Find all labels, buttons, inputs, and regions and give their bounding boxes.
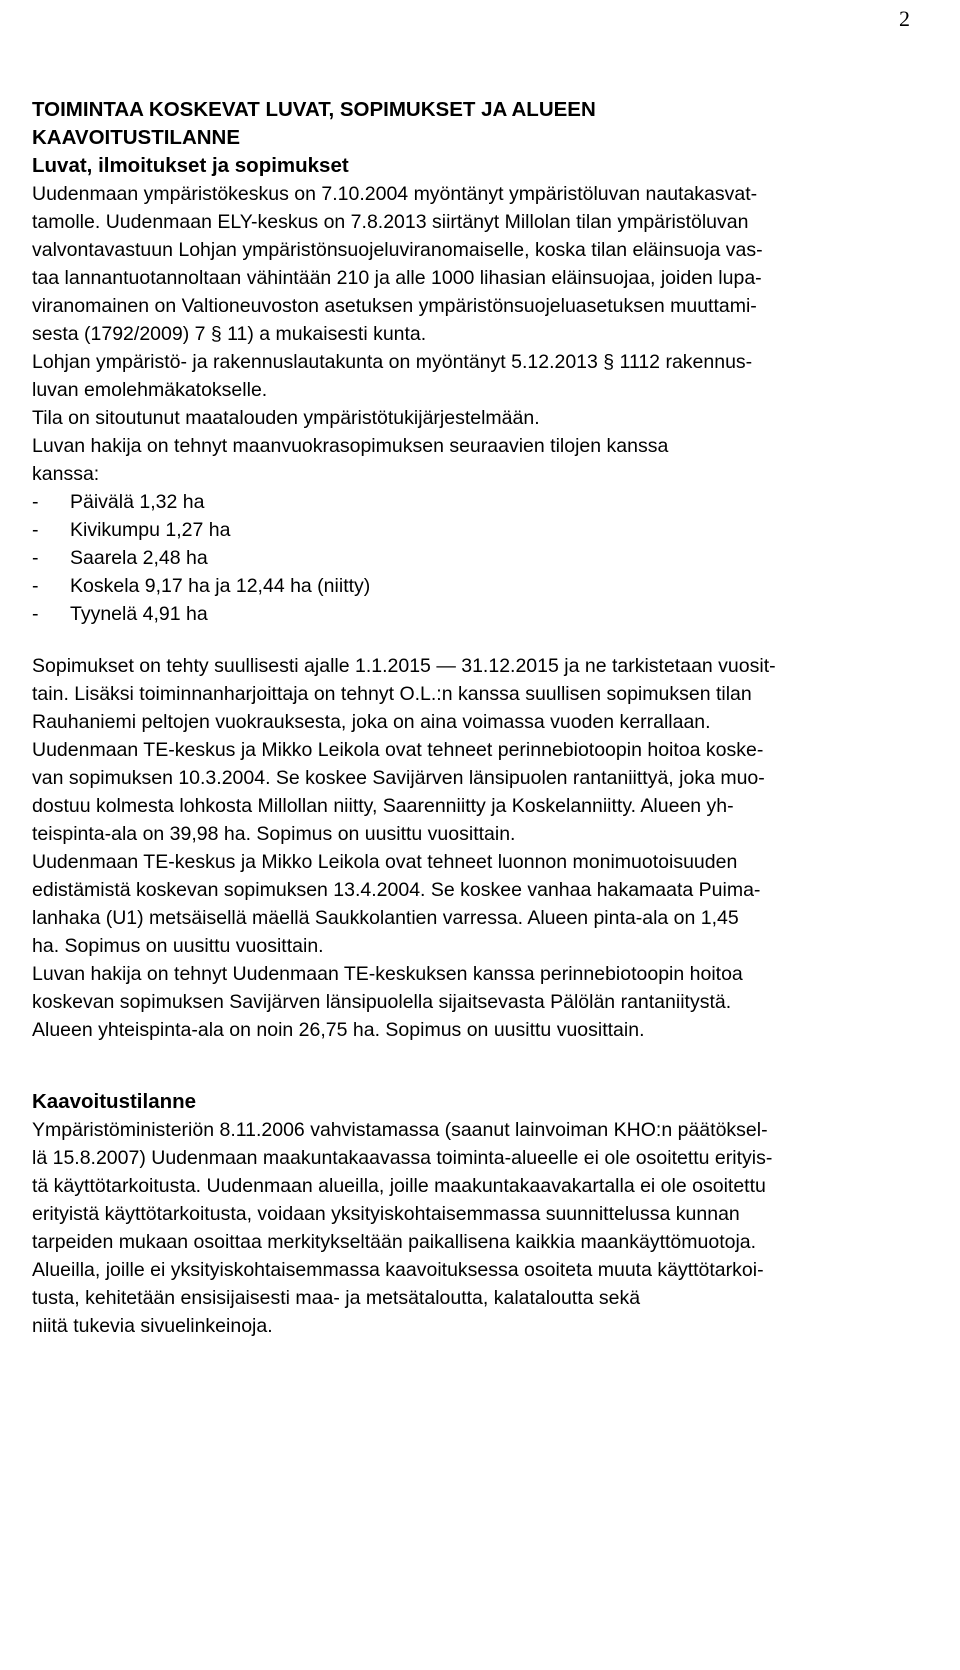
section-heading-permits: Luvat, ilmoitukset ja sopimukset	[32, 154, 349, 177]
text-line: tä käyttötarkoitusta. Uudenmaan alueilla, joille maakuntakaavakartalla ei ole osoitettu	[32, 1175, 766, 1197]
paragraph-biodiversity-agreement	[32, 848, 932, 960]
text-line: luvan emolehmäkatokselle.	[32, 379, 268, 401]
text-line: lä 15.8.2007) Uudenmaan maakuntakaavassa toiminta-alueelle ei ole osoitettu erityis-	[32, 1147, 773, 1169]
main-heading-line: KAAVOITUSTILANNE	[32, 126, 241, 149]
section-heading-zoning: Kaavoitustilanne	[32, 1090, 197, 1113]
lease-list	[32, 488, 932, 628]
text-line: lanhaka (U1) metsäisellä mäellä Saukkolantien varressa. Alueen pinta-ala on 1,45	[32, 907, 739, 929]
text-line: Lohjan ympäristö- ja rakennuslautakunta on myöntänyt 5.12.2013 § 1112 rakennus-	[32, 351, 753, 373]
text-line: taa lannantuotannoltaan vähintään 210 ja alle 1000 lihasian eläinsuojaa, joiden lupa-	[32, 267, 762, 289]
text-line: Rauhaniemi peltojen vuokrauksesta, joka on aina voimassa vuoden kerrallaan.	[32, 711, 711, 733]
paragraph-lease-agreements	[32, 432, 932, 628]
text-line: tarpeiden mukaan osoittaa merkitykseltään paikallisena kaikkia maankäyttömuotoja.	[32, 1231, 757, 1253]
text-line: Alueilla, joille ei yksityiskohtaisemmassa kaavoituksessa osoiteta muuta käyttötarkoi-	[32, 1259, 764, 1281]
text-line: sesta (1792/2009) 7 § 11) a mukaisesti kunta.	[32, 323, 427, 345]
list-dash: -	[32, 575, 39, 597]
text-line: erityistä käyttötarkoitusta, voidaan yksityiskohtaisemmassa suunnittelussa kunnan	[32, 1203, 740, 1225]
list-item	[32, 572, 932, 600]
text-line: koskevan sopimuksen Savijärven länsipuolella sijaitsevasta Pälölän rantaniitystä.	[32, 991, 732, 1013]
paragraph-zoning	[32, 1116, 932, 1340]
text-line: dostuu kolmesta lohkosta Millollan niitty, Saarenniitty ja Koskelanniitty. Alueen yh-	[32, 795, 734, 817]
list-dash: -	[32, 519, 39, 541]
text-line: kanssa:	[32, 463, 100, 485]
text-line: Uudenmaan TE-keskus ja Mikko Leikola ovat tehneet perinnebiotoopin hoitoa koske-	[32, 739, 764, 761]
list-item	[32, 516, 932, 544]
paragraph-biotope-agreement	[32, 736, 932, 848]
list-item-text: Tyynelä 4,91 ha	[70, 603, 208, 625]
list-item	[32, 600, 932, 628]
text-line: teispinta-ala on 39,98 ha. Sopimus on uusittu vuosittain.	[32, 823, 516, 845]
text-line: Sopimukset on tehty suullisesti ajalle 1.1.2015 — 31.12.2015 ja ne tarkistetaan vuosit-	[32, 655, 776, 677]
paragraph-oral-agreements	[32, 652, 932, 736]
list-item-text: Päivälä 1,32 ha	[70, 491, 205, 513]
list-dash: -	[32, 547, 39, 569]
text-line: van sopimuksen 10.3.2004. Se koskee Savijärven länsipuolen rantaniittyä, joka muo-	[32, 767, 765, 789]
text-line: tusta, kehitetään ensisijaisesti maa- ja metsätaloutta, kalataloutta sekä	[32, 1287, 641, 1309]
text-line: Uudenmaan TE-keskus ja Mikko Leikola ovat tehneet luonnon monimuotoisuuden	[32, 851, 738, 873]
text-line: edistämistä koskevan sopimuksen 13.4.2004. Se koskee vanhaa hakamaata Puima-	[32, 879, 761, 901]
list-dash: -	[32, 491, 39, 513]
main-heading-line: TOIMINTAA KOSKEVAT LUVAT, SOPIMUKSET JA ALUEEN	[32, 98, 596, 121]
paragraph-building-permit	[32, 348, 932, 404]
list-dash: -	[32, 603, 39, 625]
text-line: Alueen yhteispinta-ala on noin 26,75 ha. Sopimus on uusittu vuosittain.	[32, 1019, 645, 1041]
text-line: viranomainen on Valtioneuvoston asetuksen ympäristönsuojeluasetuksen muuttami-	[32, 295, 757, 317]
list-item	[32, 488, 932, 516]
list-item	[32, 544, 932, 572]
paragraph-support-system	[32, 404, 932, 432]
text-line: tamolle. Uudenmaan ELY-keskus on 7.8.2013 siirtänyt Millolan tilan ympäristöluvan	[32, 211, 749, 233]
document-body	[32, 96, 932, 1340]
main-heading	[32, 96, 932, 152]
paragraph-shore-meadow-agreement	[32, 960, 932, 1044]
text-line: Tila on sitoutunut maatalouden ympäristötukijärjestelmään.	[32, 407, 540, 429]
text-line: Ympäristöministeriön 8.11.2006 vahvistamassa (saanut lainvoiman KHO:n päätöksel-	[32, 1119, 768, 1141]
list-item-text: Saarela 2,48 ha	[70, 547, 208, 569]
text-line: Luvan hakija on tehnyt Uudenmaan TE-keskuksen kanssa perinnebiotoopin hoitoa	[32, 963, 743, 985]
section-spacer	[32, 1044, 932, 1088]
paragraph-environmental-permit	[32, 180, 932, 348]
page-number: 2	[899, 6, 910, 31]
text-line: ha. Sopimus on uusittu vuosittain.	[32, 935, 324, 957]
list-item-text: Koskela 9,17 ha ja 12,44 ha (niitty)	[70, 575, 371, 597]
text-line: niitä tukevia sivuelinkeinoja.	[32, 1315, 273, 1337]
text-line: valvontavastuun Lohjan ympäristönsuojeluviranomaiselle, koska tilan eläinsuoja vas-	[32, 239, 763, 261]
text-line: tain. Lisäksi toiminnanharjoittaja on tehnyt O.L.:n kanssa suullisen sopimuksen tilan	[32, 683, 752, 705]
text-line: Luvan hakija on tehnyt maanvuokrasopimuksen seuraavien tilojen kanssa	[32, 435, 669, 457]
list-item-text: Kivikumpu 1,27 ha	[70, 519, 231, 541]
text-line: Uudenmaan ympäristökeskus on 7.10.2004 myöntänyt ympäristöluvan nautakasvat-	[32, 183, 758, 205]
